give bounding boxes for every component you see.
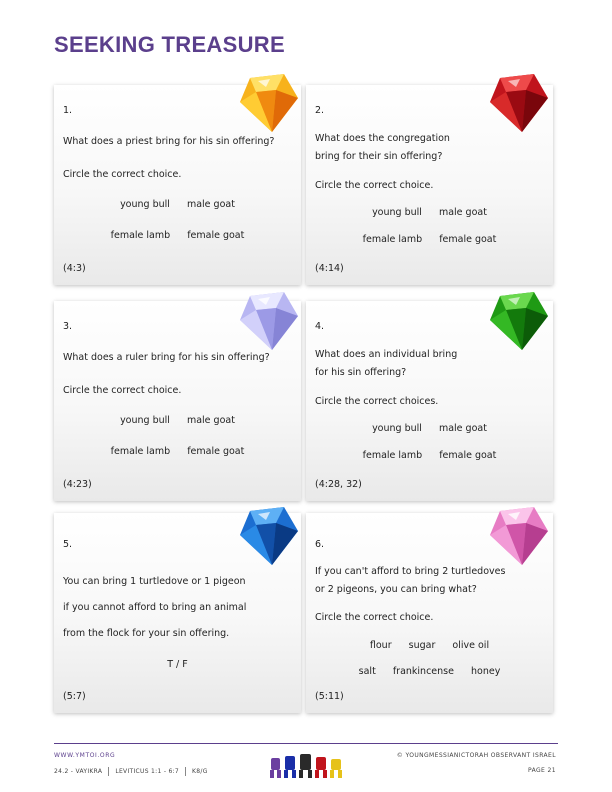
option-honey[interactable]: honey (471, 666, 501, 677)
page-title: SEEKING TREASURE (54, 32, 285, 57)
blue-gem-icon (236, 505, 300, 569)
instruction-text: Circle the correct choice. (63, 169, 182, 180)
option-female-lamb[interactable]: female lamb (362, 450, 423, 461)
instruction-text: Circle the correct choice. (63, 385, 182, 396)
pink-gem-icon (486, 505, 550, 569)
option-male-goat[interactable]: male goat (186, 199, 235, 210)
scripture-reference: (4:3) (63, 263, 86, 274)
instruction-text: Circle the correct choice. (315, 180, 434, 191)
question-text: What does an individual bring for his sin offering? (315, 349, 458, 378)
options-row-2 (306, 450, 553, 461)
options-row-2 (54, 230, 301, 241)
red-gem-icon (486, 72, 550, 136)
options-row-2 (306, 666, 553, 677)
options-row-1 (306, 207, 553, 218)
option-young-bull[interactable]: young bull (372, 423, 422, 434)
instruction-text: Circle the correct choice. (315, 612, 434, 623)
scripture-reference: (4:14) (315, 263, 344, 274)
option-male-goat[interactable]: male goat (186, 415, 235, 426)
options-row-1 (54, 415, 301, 426)
option-young-bull[interactable]: young bull (372, 207, 422, 218)
instruction-text: Circle the correct choices. (315, 396, 439, 407)
ymtoi-logo-icon (268, 752, 348, 780)
question-number: 6. (315, 539, 325, 550)
scripture-reference: (4:23) (63, 479, 92, 490)
question-number: 4. (315, 321, 325, 332)
options-row-1 (306, 423, 553, 434)
scripture-reference: (5:7) (63, 691, 86, 702)
yellow-gem-icon (236, 72, 300, 136)
footer-website[interactable]: WWW.YMTOI.ORG (54, 752, 116, 759)
logo-figure-purple (270, 758, 281, 778)
footer-page-number: PAGE 21 (527, 767, 556, 774)
option-flour[interactable]: flour (369, 640, 392, 651)
option-female-goat[interactable]: female goat (439, 450, 497, 461)
logo-figure-yellow (330, 759, 342, 778)
footer-copyright: © YOUNGMESSIANICTORAH OBSERVANT ISRAEL (396, 752, 556, 759)
logo-figure-dark (299, 754, 312, 778)
question-number: 3. (63, 321, 73, 332)
option-frankincense[interactable]: frankincense (392, 666, 454, 677)
option-female-lamb[interactable]: female lamb (362, 234, 423, 245)
options-row-2 (306, 234, 553, 245)
question-text: What does a ruler bring for his sin offering? (63, 352, 270, 363)
green-gem-icon (486, 290, 550, 354)
option-olive-oil[interactable]: olive oil (452, 640, 490, 651)
options-row-1 (306, 640, 553, 651)
options-row-1 (54, 199, 301, 210)
option-young-bull[interactable]: young bull (120, 199, 170, 210)
option-sugar[interactable]: sugar (408, 640, 436, 651)
option-female-goat[interactable]: female goat (187, 446, 245, 457)
statement-text: You can bring 1 turtledove or 1 pigeon if you cannot afford to bring an animal from the flock for your sin offering. (63, 576, 247, 639)
question-text: What does a priest bring for his sin offering? (63, 136, 275, 147)
lavender-gem-icon (236, 290, 300, 354)
question-number: 5. (63, 539, 73, 550)
logo-figure-red (315, 757, 327, 778)
footer-divider (54, 743, 558, 744)
option-female-lamb[interactable]: female lamb (110, 446, 171, 457)
option-male-goat[interactable]: male goat (438, 423, 487, 434)
question-text: If you can't afford to bring 2 turtledoves or 2 pigeons, you can bring what? (315, 566, 506, 595)
question-number: 2. (315, 105, 325, 116)
option-salt[interactable]: salt (358, 666, 376, 677)
option-male-goat[interactable]: male goat (438, 207, 487, 218)
question-number: 1. (63, 105, 73, 116)
scripture-reference: (5:11) (315, 691, 344, 702)
question-text: What does the congregation bring for their sin offering? (315, 133, 450, 162)
options-row-2 (54, 446, 301, 457)
option-young-bull[interactable]: young bull (120, 415, 170, 426)
true-false-choice: T / F (167, 659, 188, 670)
option-female-goat[interactable]: female goat (187, 230, 245, 241)
footer-course-info: 24.2 - VAYIKRA LEVITICUS 1:1 - 6:7 K8/G (54, 768, 208, 775)
logo-figure-blue (284, 756, 296, 778)
option-female-goat[interactable]: female goat (439, 234, 497, 245)
option-female-lamb[interactable]: female lamb (110, 230, 171, 241)
scripture-reference: (4:28, 32) (315, 479, 362, 490)
